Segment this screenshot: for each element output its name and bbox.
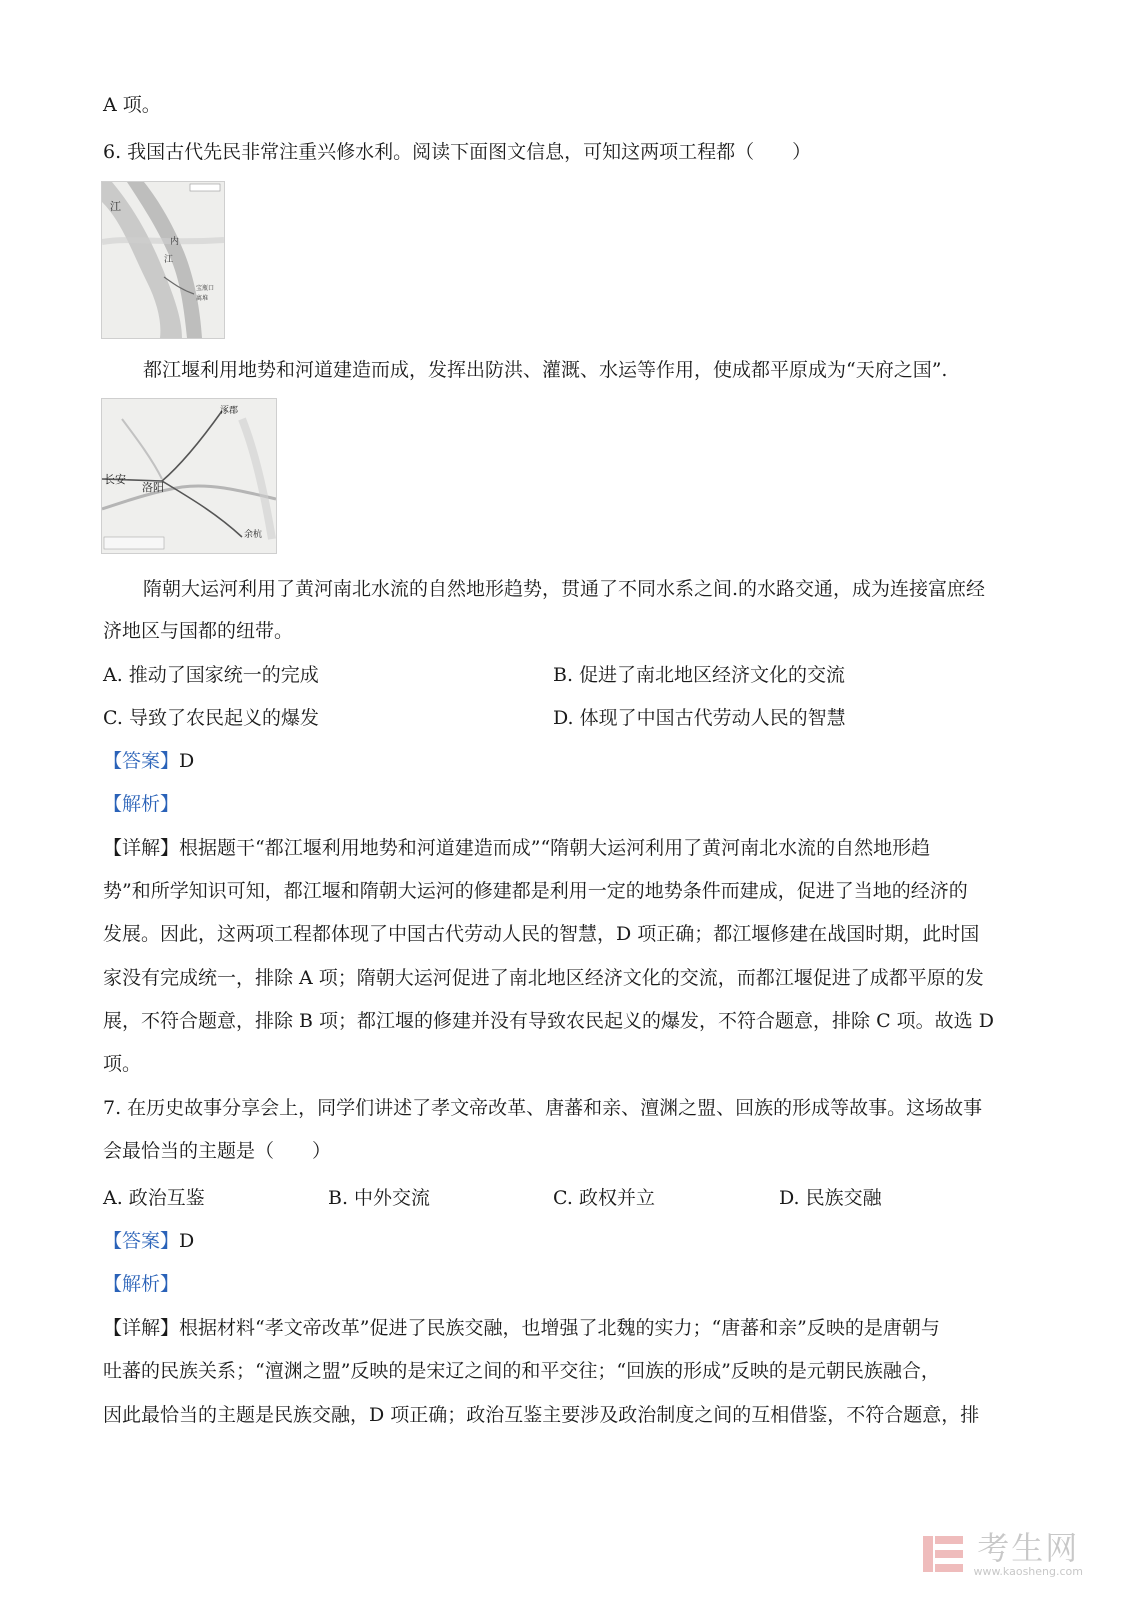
q6-detail-2: 势”和所学知识可知，都江堰和隋朝大运河的修建都是利用一定的地势条件而建成，促进了当地的经济的	[103, 880, 968, 902]
q7-option-a: A. 政治互鉴	[103, 1187, 205, 1209]
watermark	[921, 1530, 1083, 1578]
q7-detail-label: 【详解】	[103, 1317, 180, 1339]
question-6-stem: 6. 我国古代先民非常注重兴修水利。阅读下面图文信息，可知这两项工程都（ ）	[103, 141, 812, 163]
prev-answer-tail: A 项。	[103, 94, 161, 116]
map2-label-changan: 长安	[104, 473, 126, 486]
grand-canal-map-drawing	[102, 399, 276, 553]
q7-analysis-heading: 【解析】	[103, 1273, 180, 1295]
q6-option-d: D. 体现了中国古代劳动人民的智慧	[553, 707, 846, 729]
q6-option-a: A. 推动了国家统一的完成	[103, 664, 319, 686]
q6-analysis-heading: 【解析】	[103, 793, 180, 815]
map2-label-luoyang: 洛阳	[142, 481, 164, 494]
q6-option-b: B. 促进了南北地区经济文化的交流	[553, 664, 846, 686]
q6-option-c: C. 导致了农民起义的爆发	[103, 707, 319, 729]
grand-canal-caption-1: 隋朝大运河利用了黄河南北水流的自然地形趋势，贯通了不同水系之间.的水路交通，成为连接富庶经	[143, 578, 986, 600]
q7-detail-text-1: 根据材料“孝文帝改革”促进了民族交融，也增强了北魏的实力；“唐蕃和亲”反映的是唐朝与	[179, 1317, 940, 1339]
question-7-stem-1: 7. 在历史故事分享会上，同学们讲述了孝文帝改革、唐蕃和亲、澶渊之盟、回族的形成等故事。这场故事	[103, 1097, 983, 1119]
grand-canal-caption-2: 济地区与国都的纽带。	[103, 620, 294, 642]
q7-answer	[103, 1229, 194, 1253]
dujiangyan-map	[101, 181, 225, 339]
map1-label-nei: 内	[170, 237, 180, 247]
q6-detail-5: 展，不符合题意，排除 B 项；都江堰的修建并没有导致农民起义的爆发，不符合题意，排除 C 项。故选 D	[103, 1010, 994, 1032]
map1-label-jiang-outer: 江	[110, 200, 121, 213]
q7-answer-value: D	[179, 1230, 195, 1252]
watermark-text: 考生网	[977, 1529, 1080, 1567]
grand-canal-map	[101, 398, 277, 554]
q7-option-d: D. 民族交融	[779, 1187, 882, 1209]
map1-label-lidui: 离堆	[196, 295, 209, 302]
q6-detail-label: 【详解】	[103, 837, 180, 859]
dujiangyan-caption: 都江堰利用地势和河道建造而成，发挥出防洪、灌溉、水运等作用，使成都平原成为“天府之国”.	[143, 359, 948, 381]
q6-detail-text-1: 根据题干“都江堰利用地势和河道建造而成”“隋朝大运河利用了黄河南北水流的自然地形趋	[179, 837, 931, 859]
q7-detail-1	[103, 1316, 940, 1340]
map2-label-yuhang: 余杭	[244, 530, 263, 540]
q7-detail-3: 因此最恰当的主题是民族交融，D 项正确；政治互鉴主要涉及政治制度之间的互相借鉴，不符合题意，排	[103, 1404, 980, 1426]
q6-detail-3: 发展。因此，这两项工程都体现了中国古代劳动人民的智慧，D 项正确；都江堰修建在战国时期，此时国	[103, 923, 980, 945]
q6-answer-label: 【答案】	[103, 750, 180, 772]
q6-answer-value: D	[179, 750, 195, 772]
q6-answer	[103, 749, 194, 773]
question-7-stem-2: 会最恰当的主题是（ ）	[103, 1140, 332, 1162]
dujiangyan-map-drawing	[102, 182, 224, 338]
watermark-url: www.kaosheng.com	[973, 1565, 1083, 1578]
kaosheng-logo-icon	[921, 1532, 965, 1576]
map1-label-jiang-inner: 江	[164, 255, 174, 265]
map1-label-baopingkou: 宝瓶口	[196, 285, 215, 292]
q6-detail-4: 家没有完成统一，排除 A 项；隋朝大运河促进了南北地区经济文化的交流，而都江堰促进了成都平原的发	[103, 967, 984, 989]
q7-detail-2: 吐蕃的民族关系；“澶渊之盟”反映的是宋辽之间的和平交往；“回族的形成”反映的是元朝民族融合，	[103, 1360, 940, 1382]
q6-detail-1	[103, 836, 930, 860]
map2-label-zhuojun: 涿郡	[220, 406, 239, 416]
q7-option-b: B. 中外交流	[328, 1187, 431, 1209]
q7-answer-label: 【答案】	[103, 1230, 180, 1252]
q6-detail-6: 项。	[103, 1053, 142, 1075]
q7-option-c: C. 政权并立	[553, 1187, 655, 1209]
